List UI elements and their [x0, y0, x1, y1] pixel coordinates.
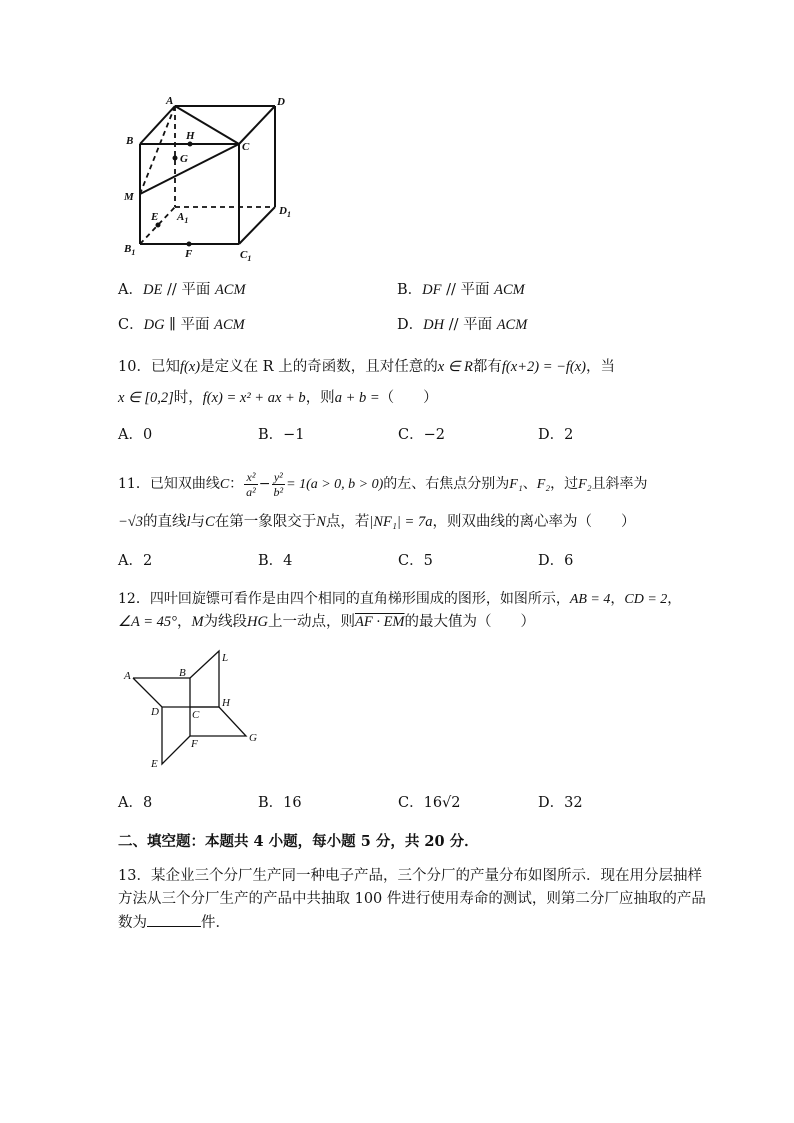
q10-option-b[interactable]: B．−1 [258, 427, 305, 443]
q10-option-d[interactable]: D．2 [538, 427, 574, 443]
section-heading: 二、填空题：本题共 4 小题，每小题 5 分，共 20 分． [118, 833, 479, 850]
q10-line2: x ∈ [0,2]时，f(x) = x² + ax + b，则a + b =（ ） [118, 390, 438, 406]
label-a1-sub: 1 [184, 216, 189, 225]
label-d1: D [279, 205, 287, 217]
label-d: D [277, 96, 285, 108]
q11-option-b[interactable]: B．4 [258, 553, 293, 569]
svg-text:B1 [123, 243, 135, 257]
svg-text:C1 [240, 249, 251, 263]
q12-option-a[interactable]: A．8 [118, 795, 153, 811]
fig-label-f: F [191, 738, 198, 750]
q11-option-c[interactable]: C．5 [398, 553, 433, 569]
cube-figure [118, 92, 308, 264]
q9-option-c[interactable]: C．DG ∥ 平面 ACM [118, 317, 245, 333]
fig-label-l: L [222, 652, 229, 664]
fig-label-c: C [192, 709, 200, 721]
fig-label-e: E [151, 758, 158, 770]
label-d1-sub: 1 [286, 210, 291, 219]
boomerang-figure [118, 648, 268, 774]
label-c1-sub: 1 [247, 254, 252, 263]
q10-option-c[interactable]: C．−2 [398, 427, 445, 443]
label-h: H [186, 130, 195, 142]
label-b: B [126, 135, 134, 147]
label-b1: B [124, 243, 132, 255]
q9-option-a[interactable]: A．DE // 平面 ACM [118, 282, 246, 298]
q12-line1: 12．四叶回旋镖可看作是由四个相同的直角梯形围成的图形，如图所示，AB = 4，CD = 2， [118, 591, 682, 607]
fig-label-d: D [151, 706, 159, 718]
q13-line3: 数为 件． [118, 912, 230, 933]
label-c1: C [240, 249, 248, 261]
label-g: G [180, 153, 188, 165]
q9-option-b[interactable]: B．DF // 平面 ACM [397, 282, 525, 298]
svg-text:D1 [278, 205, 291, 219]
q11-line2: −√3的直线l与C在第一象限交于N点，若|NF₁| = 7a，则双曲线的离心率为（ ） [118, 514, 636, 530]
label-a: A [166, 95, 174, 107]
q12-line2: ∠A = 45°，M为线段HG上一动点，则AF · EM的最大值为（ ） [118, 614, 536, 630]
q12-option-c[interactable]: C．16√2 [398, 795, 461, 811]
fig-label-b: B [179, 667, 186, 679]
label-f: F [185, 248, 193, 260]
q12-option-d[interactable]: D．32 [538, 795, 583, 811]
q11-line1: 11．已知双曲线C： $\frac{\text{x²}}{\text{a²}}$ − $\frac{\text{y²}}{\text{b²}}$ = 1(a > 0, b > 0)的左、右焦点分别为F₁、F₂，过F₂且斜率为 [118, 469, 648, 499]
label-b1-sub: 1 [131, 248, 136, 257]
q11-option-d[interactable]: D．6 [538, 553, 574, 569]
label-c: C [242, 141, 250, 153]
svg-text:A1 [176, 211, 188, 225]
label-a1: A [177, 211, 185, 223]
fig-label-g: G [249, 732, 257, 744]
q12-option-b[interactable]: B．16 [258, 795, 302, 811]
q11-option-a[interactable]: A．2 [118, 553, 153, 569]
q13-line2: 方法从三个分厂生产的产品中共抽取 100 件进行使用寿命的测试，则第二分厂应抽取的产品 [118, 891, 706, 907]
q10-option-a[interactable]: A．0 [118, 427, 153, 443]
fig-label-h: H [222, 697, 230, 709]
answer-blank[interactable] [147, 912, 201, 927]
q9-option-d[interactable]: D．DH // 平面 ACM [397, 317, 528, 333]
fig-label-a: A [124, 670, 131, 682]
q13-line1: 13．某企业三个分厂生产同一种电子产品，三个分厂的产量分布如图所示．现在用分层抽样 [118, 868, 702, 884]
q10-line1: 10．已知f(x)是定义在 R 上的奇函数，且对任意的x ∈ R都有f(x+2) = −f(x)，当 [118, 359, 616, 375]
label-e: E [151, 211, 159, 223]
label-m: M [124, 191, 134, 203]
